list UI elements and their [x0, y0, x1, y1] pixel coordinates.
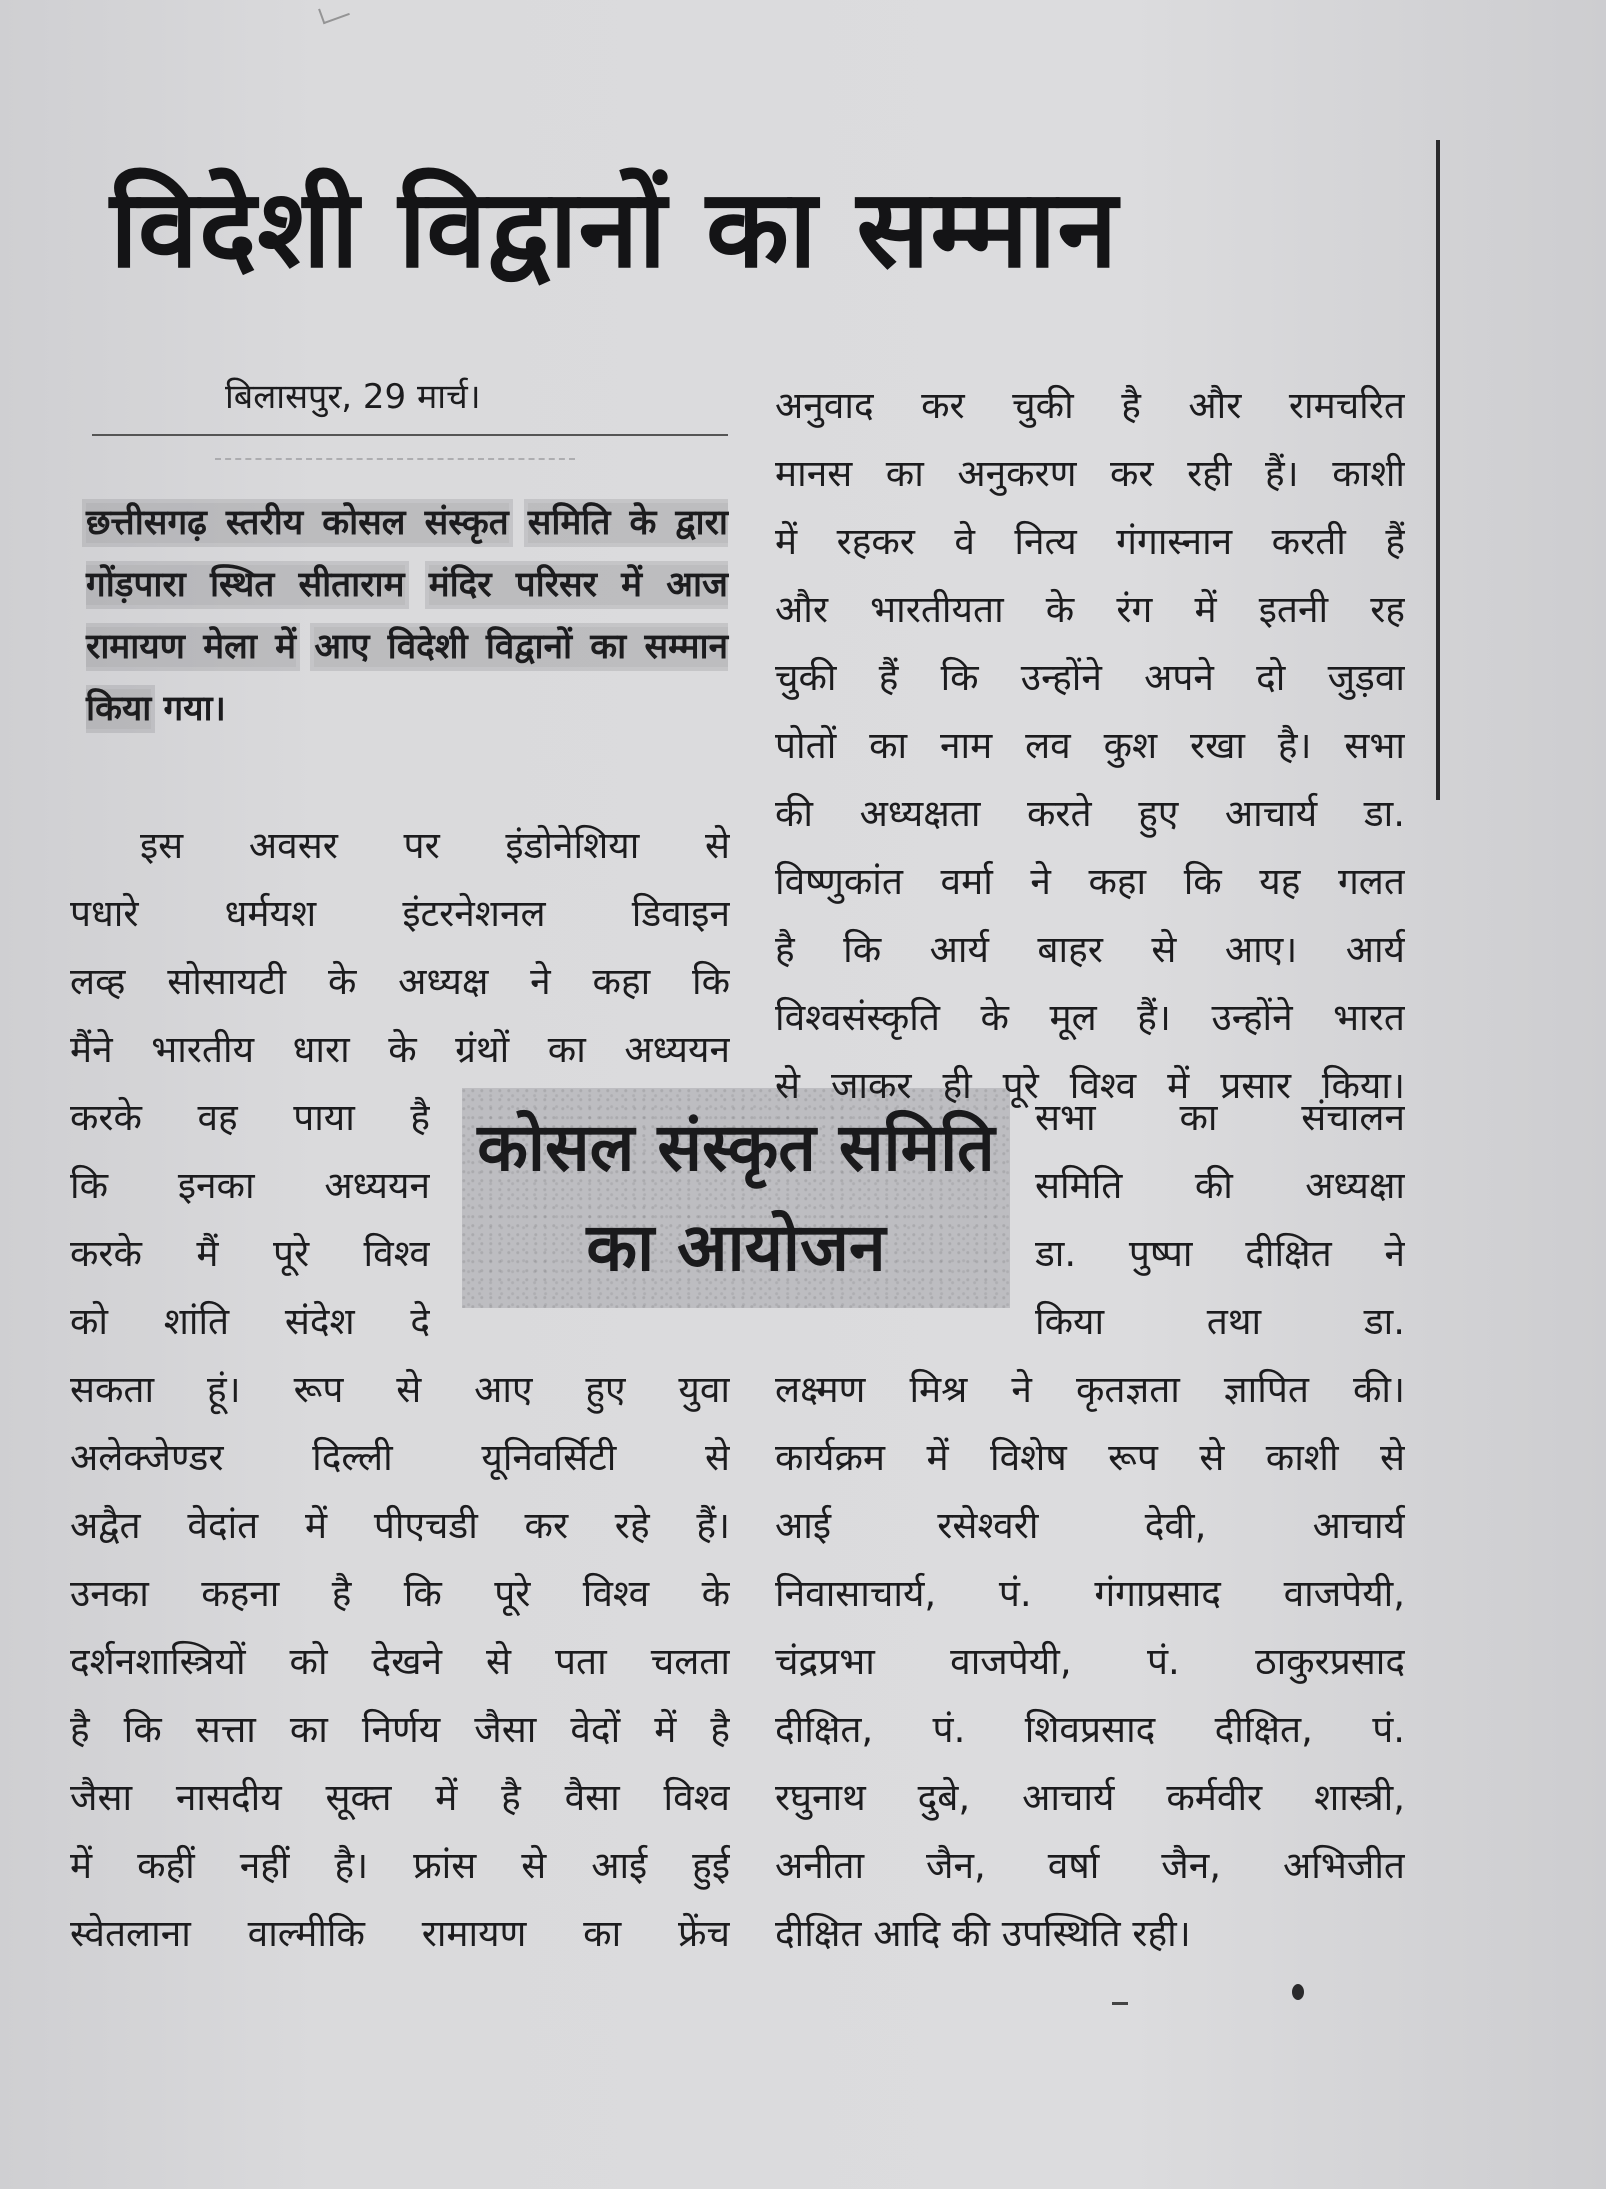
text-line: करके मैं पूरे विश्व: [70, 1232, 430, 1275]
lead-line: छत्तीसगढ़ स्तरीय कोसल संस्कृत: [86, 503, 509, 543]
text-line: मैंने भारतीय धारा के ग्रंथों का अध्ययन: [70, 1028, 730, 1071]
pull-quote-line: कोसल संस्कृत समिति: [477, 1109, 995, 1186]
right-column-narrow: [1035, 1084, 1405, 1356]
lead-line: गया।: [163, 689, 226, 729]
lead-line: आए विदेशी विद्वानों का सम्मान किया: [86, 627, 728, 729]
text-line: मानस का अनुकरण कर रही हैं। काशी: [775, 452, 1405, 495]
ink-dash-mark: [1112, 2002, 1128, 2005]
text-line: है कि सत्ता का निर्णय जैसा वेदों में है: [70, 1708, 730, 1751]
text-line: चुकी हैं कि उन्होंने अपने दो जुड़वा: [775, 656, 1405, 699]
column-rule: [1436, 140, 1440, 800]
text-line: सकता हूं। रूप से आए हुए युवा: [70, 1368, 730, 1411]
text-line: पधारे धर्मयश इंटरनेशनल डिवाइन: [70, 892, 730, 935]
text-line: किया तथा डा.: [1035, 1300, 1405, 1343]
handwritten-scribble: [215, 432, 575, 460]
left-column-top: [70, 812, 730, 1084]
right-column-bottom: [775, 1356, 1405, 1968]
text-line: से जाकर ही पूरे विश्व में प्रसार किया।: [775, 1064, 1405, 1107]
text-line: दीक्षित आदि की उपस्थिति रही।: [775, 1912, 1191, 1955]
pull-quote-line: का आयोजन: [586, 1209, 886, 1286]
dateline: बिलासपुर, 29 मार्च।: [225, 377, 481, 417]
ink-dot-mark: [1292, 1984, 1304, 2000]
pull-quote-box: [462, 1088, 1010, 1308]
text-line: लक्ष्मण मिश्र ने कृतज्ञता ज्ञापित की।: [775, 1368, 1405, 1411]
left-column-bottom: [70, 1356, 730, 1968]
text-line: निवासाचार्य, पं. गंगाप्रसाद वाजपेयी,: [775, 1572, 1405, 1615]
text-line: उनका कहना है कि पूरे विश्व के: [70, 1572, 730, 1615]
text-line: डा. पुष्पा दीक्षित ने: [1035, 1232, 1405, 1275]
text-line: समिति की अध्यक्षा: [1035, 1164, 1405, 1207]
text-line: चंद्रप्रभा वाजपेयी, पं. ठाकुरप्रसाद: [775, 1640, 1405, 1683]
text-line: कि इनका अध्ययन: [70, 1164, 430, 1207]
lead-line: मंदिर परिसर में आज रामायण मेला में: [86, 565, 728, 667]
text-line: रघुनाथ दुबे, आचार्य कर्मवीर शास्त्री,: [775, 1776, 1405, 1819]
text-line: विष्णुकांत वर्मा ने कहा कि यह गलत: [775, 860, 1405, 903]
text-line: स्वेतलाना वाल्मीकि रामायण का फ्रेंच: [70, 1912, 730, 1955]
dateline-rule: [92, 434, 728, 436]
left-column-narrow: [70, 1084, 430, 1356]
text-line: इस अवसर पर इंडोनेशिया से: [140, 824, 730, 867]
lead-line: समिति के द्वारा गोंड़पारा स्थित सीताराम: [86, 503, 728, 605]
text-line: लव्ह सोसायटी के अध्यक्ष ने कहा कि: [70, 960, 730, 1003]
text-line: की अध्यक्षता करते हुए आचार्य डा.: [775, 792, 1405, 835]
text-line: और भारतीयता के रंग में इतनी रह: [775, 588, 1405, 631]
text-line: है कि आर्य बाहर से आए। आर्य: [775, 928, 1405, 971]
headline: विदेशी विद्वानों का सम्मान: [110, 167, 1119, 292]
text-line: में रहकर वे नित्य गंगास्नान करती हैं: [775, 520, 1405, 563]
text-line: विश्वसंस्कृति के मूल हैं। उन्होंने भारत: [775, 996, 1405, 1039]
text-line: अनुवाद कर चुकी है और रामचरित: [775, 384, 1405, 427]
text-line: में कहीं नहीं है। फ्रांस से आई हुई: [70, 1844, 730, 1887]
corner-pencil-mark: [318, 0, 350, 24]
right-column-top: [775, 372, 1405, 1120]
text-line: जैसा नासदीय सूक्त में है वैसा विश्व: [70, 1776, 730, 1819]
text-line: पोतों का नाम लव कुश रखा है। सभा: [775, 724, 1405, 767]
text-line: अनीता जैन, वर्षा जैन, अभिजीत: [775, 1844, 1405, 1887]
text-line: दर्शनशास्त्रियों को देखने से पता चलता: [70, 1640, 730, 1683]
text-line: कार्यक्रम में विशेष रूप से काशी से: [775, 1436, 1405, 1479]
text-line: अलेक्जेण्डर दिल्ली यूनिवर्सिटी से: [70, 1436, 730, 1479]
text-line: को शांति संदेश दे: [70, 1300, 430, 1343]
text-line: दीक्षित, पं. शिवप्रसाद दीक्षित, पं.: [775, 1708, 1405, 1751]
text-line: आई रसेश्वरी देवी, आचार्य: [775, 1504, 1405, 1547]
text-line: करके वह पाया है: [70, 1096, 430, 1139]
text-line: अद्वैत वेदांत में पीएचडी कर रहे हैं।: [70, 1504, 730, 1547]
lead-paragraph: [86, 492, 728, 740]
text-line: सभा का संचालन: [1035, 1096, 1405, 1139]
